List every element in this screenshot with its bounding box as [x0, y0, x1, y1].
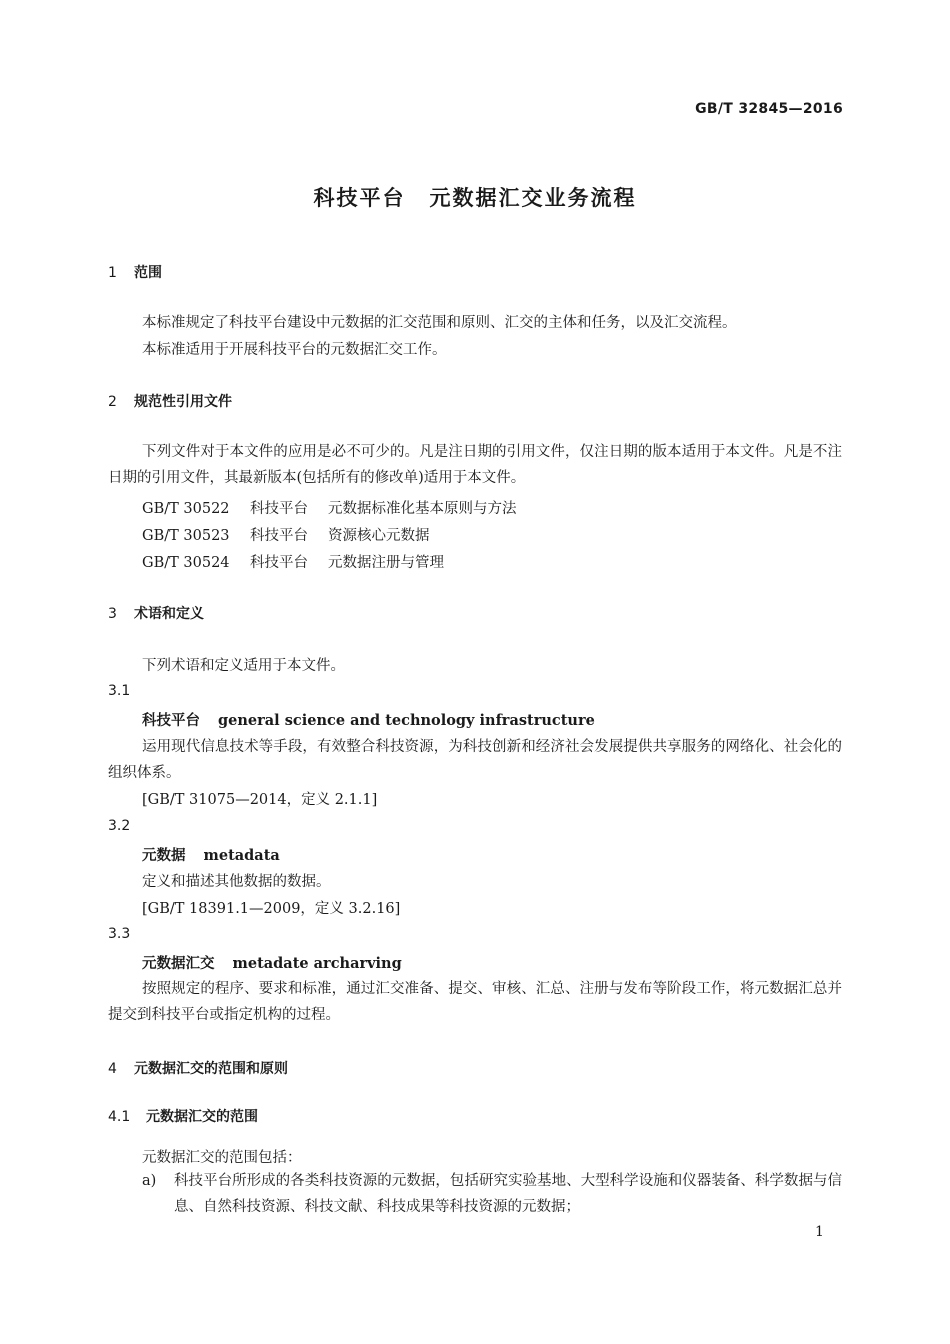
archiving-scope-intro: 元数据汇交的范围包括：: [142, 1150, 302, 1166]
standard-number: GB/T 32845—2016: [695, 101, 843, 117]
title-part1: 科技平台: [313, 186, 406, 210]
term-3-1-number: 3.1: [108, 683, 131, 699]
section-3-heading: 3 术语和定义: [108, 606, 204, 622]
scope-paragraph-1: 本标准规定了科技平台建设中元数据的汇交范围和原则、汇交的主体和任务，以及汇交流程。: [142, 315, 737, 331]
normative-ref-2: GB/T 30523 科技平台 资源核心元数据: [142, 528, 430, 544]
term-3-1-heading: 科技平台 general science and technology infrastructure: [142, 712, 595, 729]
term-3-2-number: 3.2: [108, 818, 131, 834]
term-3-2-definition: 定义和描述其他数据的数据。: [142, 874, 331, 890]
term-3-3-definition: 按照规定的程序、要求和标准，通过汇交准备、提交、审核、汇总、注册与发布等阶段工作，将元数据汇总并提交到科技平台或指定机构的过程。: [108, 981, 842, 1023]
term-3-3-number: 3.3: [108, 926, 131, 942]
normative-ref-1: GB/T 30522 科技平台 元数据标准化基本原则与方法: [142, 501, 517, 517]
normative-ref-3: GB/T 30524 科技平台 元数据注册与管理: [142, 555, 444, 571]
term-3-3-heading: 元数据汇交 metadate archarving: [142, 955, 402, 972]
normative-intro: 下列文件对于本文件的应用是必不可少的。凡是注日期的引用文件，仅注日期的版本适用于本文件。凡是不注日期的引用文件，其最新版本(包括所有的修改单)适用于本文件。: [108, 444, 842, 486]
section-1-heading: 1 范围: [108, 265, 162, 281]
page-number: 1: [815, 1224, 824, 1240]
term-3-1-definition: 运用现代信息技术等手段，有效整合科技资源，为科技创新和经济社会发展提供共享服务的网络化、社会化的组织体系。: [108, 739, 842, 781]
archiving-scope-item-a: a) 科技平台所形成的各类科技资源的元数据，包括研究实验基地、大型科学设施和仪器装备、科学数据与信息、自然科技资源、科技文献、科技成果等科技资源的元数据；: [142, 1173, 842, 1215]
section-2-heading: 2 规范性引用文件: [108, 394, 232, 410]
term-3-2-heading: 元数据 metadata: [142, 847, 280, 864]
term-3-2-source: [GB/T 18391.1—2009，定义 3.2.16]: [142, 901, 401, 917]
scope-paragraph-2: 本标准适用于开展科技平台的元数据汇交工作。: [142, 342, 447, 358]
terms-intro: 下列术语和定义适用于本文件。: [142, 658, 345, 674]
term-3-1-source: [GB/T 31075—2014，定义 2.1.1]: [142, 792, 378, 808]
section-4-heading: 4 元数据汇交的范围和原则: [108, 1061, 288, 1077]
title-part2: 元数据汇交业务流程: [429, 186, 637, 210]
section-4-1-heading: 4.1 元数据汇交的范围: [108, 1109, 258, 1125]
document-title: [0, 182, 950, 212]
